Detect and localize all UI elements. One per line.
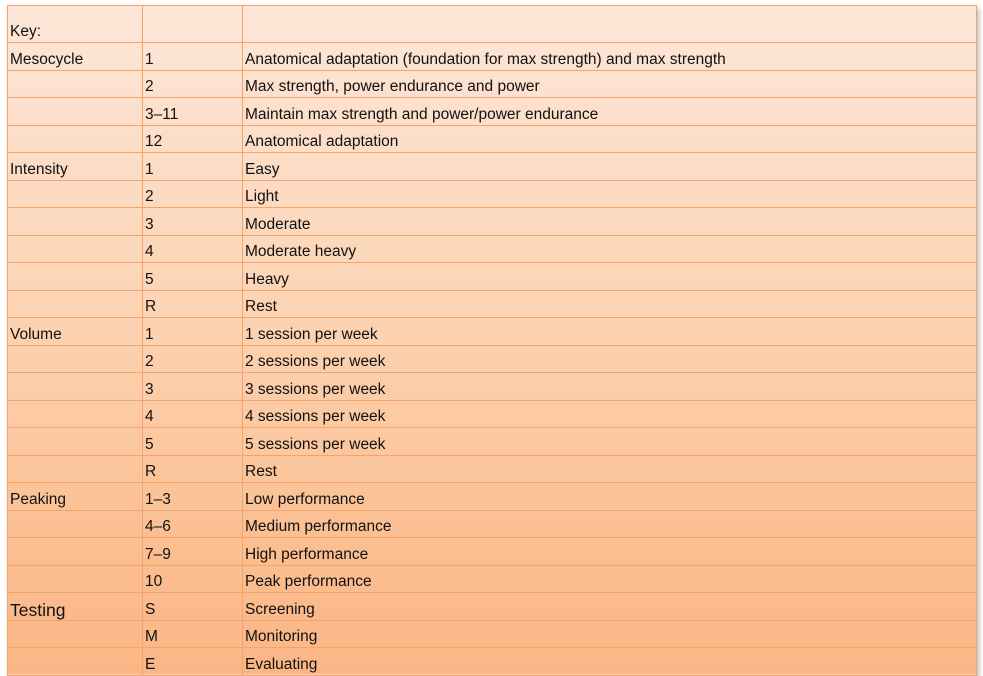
- category-cell: [8, 428, 143, 456]
- category-cell: [8, 235, 143, 263]
- table-row: [8, 318, 977, 346]
- description-cell: 4 sessions per week: [243, 400, 977, 428]
- table-row: [8, 153, 977, 181]
- table-row: [8, 538, 977, 566]
- code-cell: 10: [143, 565, 243, 593]
- code-cell: 3–11: [143, 98, 243, 126]
- table-row: [8, 483, 977, 511]
- description-cell: Moderate: [243, 208, 977, 236]
- category-cell: [8, 290, 143, 318]
- table-row: [8, 43, 977, 71]
- code-cell: 3: [143, 208, 243, 236]
- key-header-row: [8, 6, 977, 43]
- code-cell: 1: [143, 153, 243, 181]
- category-cell: [8, 455, 143, 483]
- table-row: [8, 565, 977, 593]
- table-row: [8, 235, 977, 263]
- description-cell: Heavy: [243, 263, 977, 291]
- empty-cell: [243, 6, 977, 43]
- code-cell: M: [143, 620, 243, 648]
- description-cell: Max strength, power endurance and power: [243, 70, 977, 98]
- key-table-body: [8, 6, 977, 676]
- description-cell: High performance: [243, 538, 977, 566]
- category-cell: [8, 648, 143, 676]
- code-cell: 3: [143, 373, 243, 401]
- table-row: [8, 648, 977, 676]
- description-cell: 1 session per week: [243, 318, 977, 346]
- code-cell: 1–3: [143, 483, 243, 511]
- description-cell: Maintain max strength and power/power endurance: [243, 98, 977, 126]
- table-row: [8, 428, 977, 456]
- category-cell: Peaking: [8, 483, 143, 511]
- code-cell: 7–9: [143, 538, 243, 566]
- category-cell: [8, 510, 143, 538]
- code-cell: S: [143, 593, 243, 621]
- table-row: [8, 593, 977, 621]
- table-row: [8, 125, 977, 153]
- description-cell: Rest: [243, 455, 977, 483]
- category-cell: [8, 125, 143, 153]
- category-cell: [8, 400, 143, 428]
- description-cell: Anatomical adaptation: [243, 125, 977, 153]
- description-cell: Medium performance: [243, 510, 977, 538]
- table-row: [8, 510, 977, 538]
- table-row: [8, 400, 977, 428]
- table-row: [8, 345, 977, 373]
- code-cell: R: [143, 290, 243, 318]
- key-label: Key:: [8, 6, 143, 43]
- table-row: [8, 263, 977, 291]
- category-cell: [8, 538, 143, 566]
- code-cell: 5: [143, 428, 243, 456]
- code-cell: 4–6: [143, 510, 243, 538]
- code-cell: 4: [143, 235, 243, 263]
- code-cell: R: [143, 455, 243, 483]
- table-row: [8, 455, 977, 483]
- category-cell: [8, 98, 143, 126]
- code-cell: 2: [143, 70, 243, 98]
- description-cell: Low performance: [243, 483, 977, 511]
- category-cell: [8, 70, 143, 98]
- code-cell: E: [143, 648, 243, 676]
- empty-cell: [143, 6, 243, 43]
- category-cell: [8, 208, 143, 236]
- category-cell: Intensity: [8, 153, 143, 181]
- description-cell: Rest: [243, 290, 977, 318]
- description-cell: Screening: [243, 593, 977, 621]
- table-row: [8, 290, 977, 318]
- table-row: [8, 70, 977, 98]
- category-cell: Volume: [8, 318, 143, 346]
- category-cell: [8, 345, 143, 373]
- description-cell: Evaluating: [243, 648, 977, 676]
- category-cell: Testing: [8, 593, 143, 621]
- table-row: [8, 373, 977, 401]
- description-cell: Peak performance: [243, 565, 977, 593]
- table-row: [8, 98, 977, 126]
- table-row: [8, 180, 977, 208]
- code-cell: 2: [143, 180, 243, 208]
- category-cell: Mesocycle: [8, 43, 143, 71]
- code-cell: 4: [143, 400, 243, 428]
- code-cell: 12: [143, 125, 243, 153]
- code-cell: 1: [143, 43, 243, 71]
- code-cell: 2: [143, 345, 243, 373]
- description-cell: Moderate heavy: [243, 235, 977, 263]
- description-cell: 5 sessions per week: [243, 428, 977, 456]
- description-cell: Monitoring: [243, 620, 977, 648]
- category-cell: [8, 620, 143, 648]
- description-cell: Easy: [243, 153, 977, 181]
- category-cell: [8, 565, 143, 593]
- code-cell: 1: [143, 318, 243, 346]
- category-cell: [8, 263, 143, 291]
- description-cell: 2 sessions per week: [243, 345, 977, 373]
- description-cell: Anatomical adaptation (foundation for max strength) and max strength: [243, 43, 977, 71]
- key-table: [7, 5, 977, 676]
- table-row: [8, 620, 977, 648]
- category-cell: [8, 373, 143, 401]
- description-cell: 3 sessions per week: [243, 373, 977, 401]
- code-cell: 5: [143, 263, 243, 291]
- description-cell: Light: [243, 180, 977, 208]
- category-cell: [8, 180, 143, 208]
- table-row: [8, 208, 977, 236]
